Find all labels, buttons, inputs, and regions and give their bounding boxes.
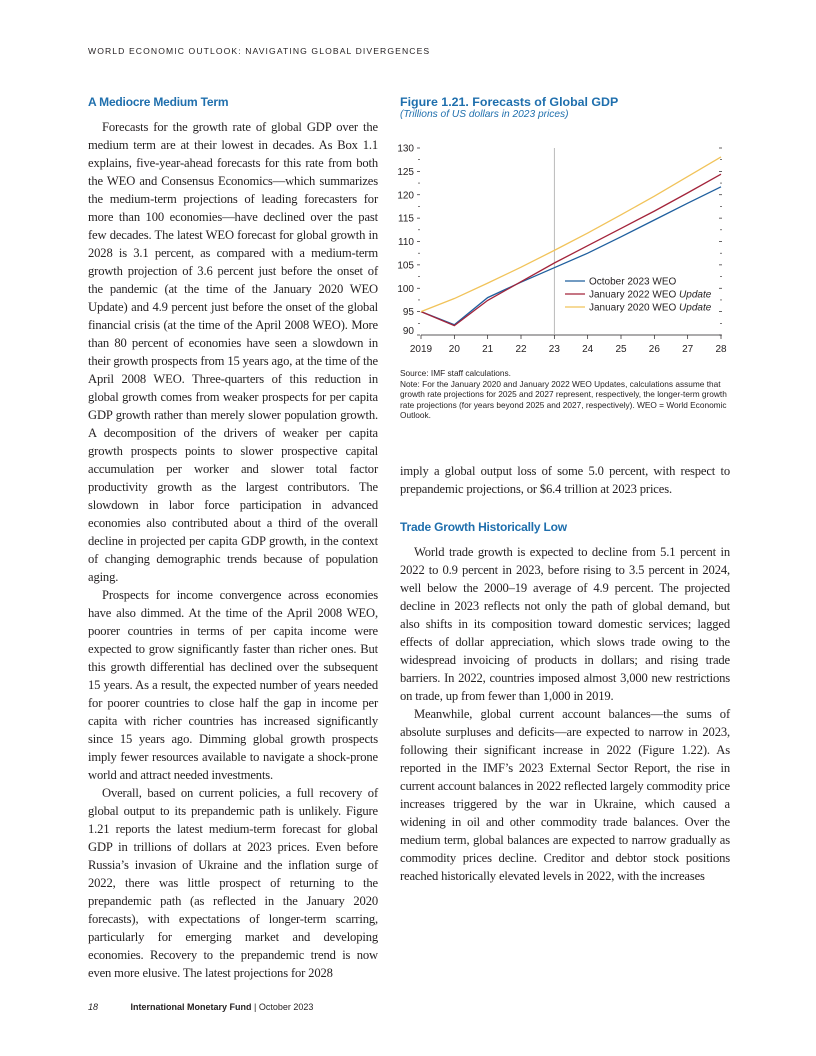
paragraph: Forecasts for the growth rate of global GDP over the medium term are at their lowest in decades. As Box 1.1 explains, five-year-ahead forecasts for this rate from both the WEO and Consensus Economics—which summarizes the medium-term projections of leading forecasters for more than 100 economies—have declined over the past few decades. The latest WEO forecast for global growth in 2028 is 3.1 percent, as compared with a medium-term growth projection of 3.6 percent just before the onset of the pandemic (at the time of the January 2020 WEO Update) and 4.9 percent just before the onset of the global financial crisis (at the time of the April 2008 WEO). More than 80 percent of economies have seen a slowdown in their growth prospects from 15 years ago, at the time of the April 2008 WEO. Three-quarters of this reduction in global growth comes from weaker prospects for per capita GDP growth rather than merely slower population growth. A decomposition of the drivers of weaker per capita growth prospects points to slower prospective capital accumulation per worker and slower total factor productivity growth as the largest contributors. The slowdown in labor force participation in advanced economies also contributed about a third of the overall decline in projected per capita GDP growth, in the context of changing demographic trends because of population aging.	[88, 120, 378, 584]
paragraph: Prospects for income convergence across economies have also dimmed. At the time of the April 2008 WEO, poorer countries in terms of per capita income were expected to grow significantly faster than richer ones. But this growth differential has declined over the subsequent 15 years. As a result, the expected number of years needed for poorer countries to close half the gap in income per capita with richer countries has increased significantly since 15 years ago. Dimming global growth prospects imply fewer resources available to navigate a shock-prone world and attract needed investments.	[88, 588, 378, 782]
x-tick-label: 2019	[409, 344, 433, 355]
figure-note: Note: For the January 2020 and January 2022 WEO Updates, calculations assume that growth rate projections for 2025 and 2027 represent, respectively, the longer-term growth rate projections (for years beyond 2025 and 2027, respectively). WEO = World Economic Outlook.	[400, 378, 727, 421]
x-tick-label: 28	[715, 344, 727, 355]
figure-title-block	[400, 95, 618, 120]
paragraph: Meanwhile, global current account balances—the sums of absolute surpluses and deficits—are expected to narrow in 2023, following their significant increase in 2022 (Figure 1.22). As reported in the IMF’s 2023 External Sector Report, the rise in current account balances in 2022 reflected largely commodity price increases triggered by the war in Ukraine, which caused a widening in oil and other commodity trade balances. Over the medium term, global balances are expected to narrow gradually as commodity prices decline. Creditor and debtor stock positions reached historically elevated levels in 2022, with the increases	[400, 707, 730, 883]
footer-org: International Monetary Fund	[130, 1002, 252, 1012]
y-tick-label: 110	[398, 237, 414, 248]
paragraph: Overall, based on current policies, a full recovery of global output to its prepandemic path is unlikely. Figure 1.21 reports the latest medium-term forecast for global GDP in trillions of dollars at 2023 prices. Even before Russia’s invasion of Ukraine and the inflation surge of 2022, there was little prospect of returning to the prepandemic path (as reflected in the January 2020 forecasts), with expectations of longer-term scarring, particularly for emerging market and developing economies. Recovery to the prepandemic trend is now even more elusive. The latest projections for 2028	[88, 786, 378, 980]
x-tick-label: 22	[515, 344, 527, 355]
figure-title: Figure 1.21. Forecasts of Global GDP	[400, 95, 619, 109]
y-tick-label: 90	[402, 326, 414, 337]
legend-label: October 2023 WEO	[589, 276, 677, 288]
x-tick-label: 25	[615, 344, 627, 355]
footer-date: | October 2023	[251, 1002, 314, 1012]
legend-label: January 2022 WEO Update	[589, 289, 712, 301]
section-heading: Trade Growth Historically Low	[400, 520, 567, 534]
y-tick-label: 100	[397, 283, 414, 295]
y-tick-label: 95	[402, 307, 414, 319]
y-tick-label: 125	[397, 166, 414, 178]
figure-subtitle: (Trillions of US dollars in 2023 prices)	[400, 109, 569, 120]
x-tick-label: 20	[448, 344, 460, 355]
figure-notes	[400, 368, 730, 421]
y-tick-label: 105	[397, 260, 414, 272]
x-tick-label: 21	[482, 344, 494, 355]
y-tick-label: 120	[397, 190, 414, 202]
footer	[88, 1002, 313, 1012]
x-tick-label: 23	[548, 344, 560, 355]
series-line-2	[421, 157, 721, 312]
x-tick-label: 24	[582, 344, 594, 355]
figure-source: Source: IMF staff calculations.	[400, 368, 511, 378]
left-column	[88, 93, 378, 982]
right-column	[400, 462, 730, 885]
running-header: WORLD ECONOMIC OUTLOOK: NAVIGATING GLOBAL DIVERGENCES	[88, 46, 431, 56]
section-heading: A Mediocre Medium Term	[88, 95, 229, 109]
gdp-forecast-chart	[395, 135, 735, 363]
page-number: 18	[88, 1002, 99, 1012]
paragraph: World trade growth is expected to decline from 5.1 percent in 2022 to 0.9 percent in 2023, before rising to 3.5 percent in 2024, well below the 2000–19 average of 4.9 percent. The projected decline in 2023 reflects not only the path of global demand, but also shifts in its composition toward domestic services; lagged effects of dollar appreciation, which slows trade owing to the widespread invoicing of products in dollars; and rising trade barriers. In 2022, countries imposed almost 3,000 new restrictions on trade, up from fewer than 1,000 in 2019.	[400, 545, 730, 703]
y-tick-label: 130	[397, 143, 414, 155]
x-tick-label: 27	[682, 344, 694, 355]
paragraph: imply a global output loss of some 5.0 percent, with respect to prepandemic projections, or $6.4 trillion at 2023 prices.	[400, 464, 730, 496]
x-tick-label: 26	[648, 344, 660, 355]
y-tick-label: 115	[398, 213, 414, 225]
legend-label: January 2020 WEO Update	[589, 302, 712, 314]
